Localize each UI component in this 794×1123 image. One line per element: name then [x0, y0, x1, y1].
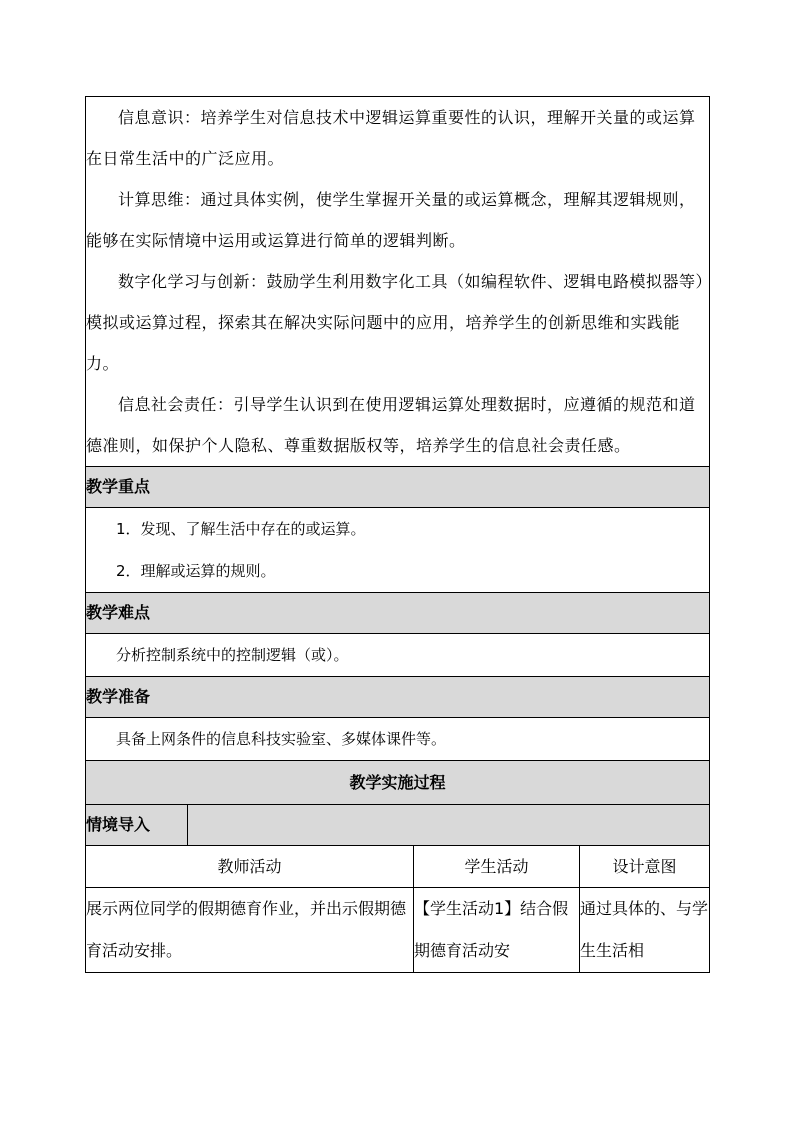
- difficulty-text: 分析控制系统中的控制逻辑（或）。: [116, 646, 349, 664]
- student-activity-cell: 【学生活动1】结合假期德育活动安: [414, 888, 580, 973]
- goal-information-awareness: 信息意识：培养学生对信息技术中逻辑运算重要性的认识，理解开关量的或运算在日常生活中的广泛应用。: [86, 108, 696, 168]
- teacher-activity-cell: 展示两位同学的假期德育作业，并出示假期德育活动安排。: [86, 888, 414, 973]
- key-point-item: 1．发现、了解生活中存在的或运算。: [116, 520, 366, 538]
- process-heading: 教学实施过程: [86, 761, 710, 805]
- stage-label: 情境导入: [86, 805, 188, 846]
- goal-computational-thinking: 计算思维：通过具体实例，使学生掌握开关量的或运算概念，理解其逻辑规则，能够在实际情境中运用或运算进行简单的逻辑判断。: [86, 190, 696, 250]
- key-points-heading: 教学重点: [86, 467, 710, 508]
- goal-digital-learning-innovation: 数字化学习与创新：鼓励学生利用数字化工具（如编程软件、逻辑电路模拟器等）模拟或运算过程，探索其在解决实际问题中的应用，培养学生的创新思维和实践能力。: [86, 272, 705, 373]
- difficulty-heading: 教学难点: [86, 593, 710, 634]
- key-points-cell: [86, 508, 710, 593]
- column-header-intent: 设计意图: [580, 846, 710, 888]
- core-literacy-goals-cell: [86, 97, 710, 467]
- difficulty-cell: [86, 634, 710, 677]
- goal-social-responsibility: 信息社会责任：引导学生认识到在使用逻辑运算处理数据时，应遵循的规范和道德准则，如保护个人隐私、尊重数据版权等，培养学生的信息社会责任感。: [86, 395, 696, 455]
- stage-blank-cell: [188, 805, 710, 846]
- preparation-text: 具备上网条件的信息科技实验室、多媒体课件等。: [116, 730, 447, 748]
- preparation-heading: 教学准备: [86, 677, 710, 718]
- column-header-student: 学生活动: [414, 846, 580, 888]
- key-point-item: 2．理解或运算的规则。: [116, 562, 276, 580]
- column-header-teacher: 教师活动: [86, 846, 414, 888]
- preparation-cell: [86, 718, 710, 761]
- design-intent-cell: 通过具体的、与学生生活相: [580, 888, 710, 973]
- lesson-plan-table: [85, 96, 710, 973]
